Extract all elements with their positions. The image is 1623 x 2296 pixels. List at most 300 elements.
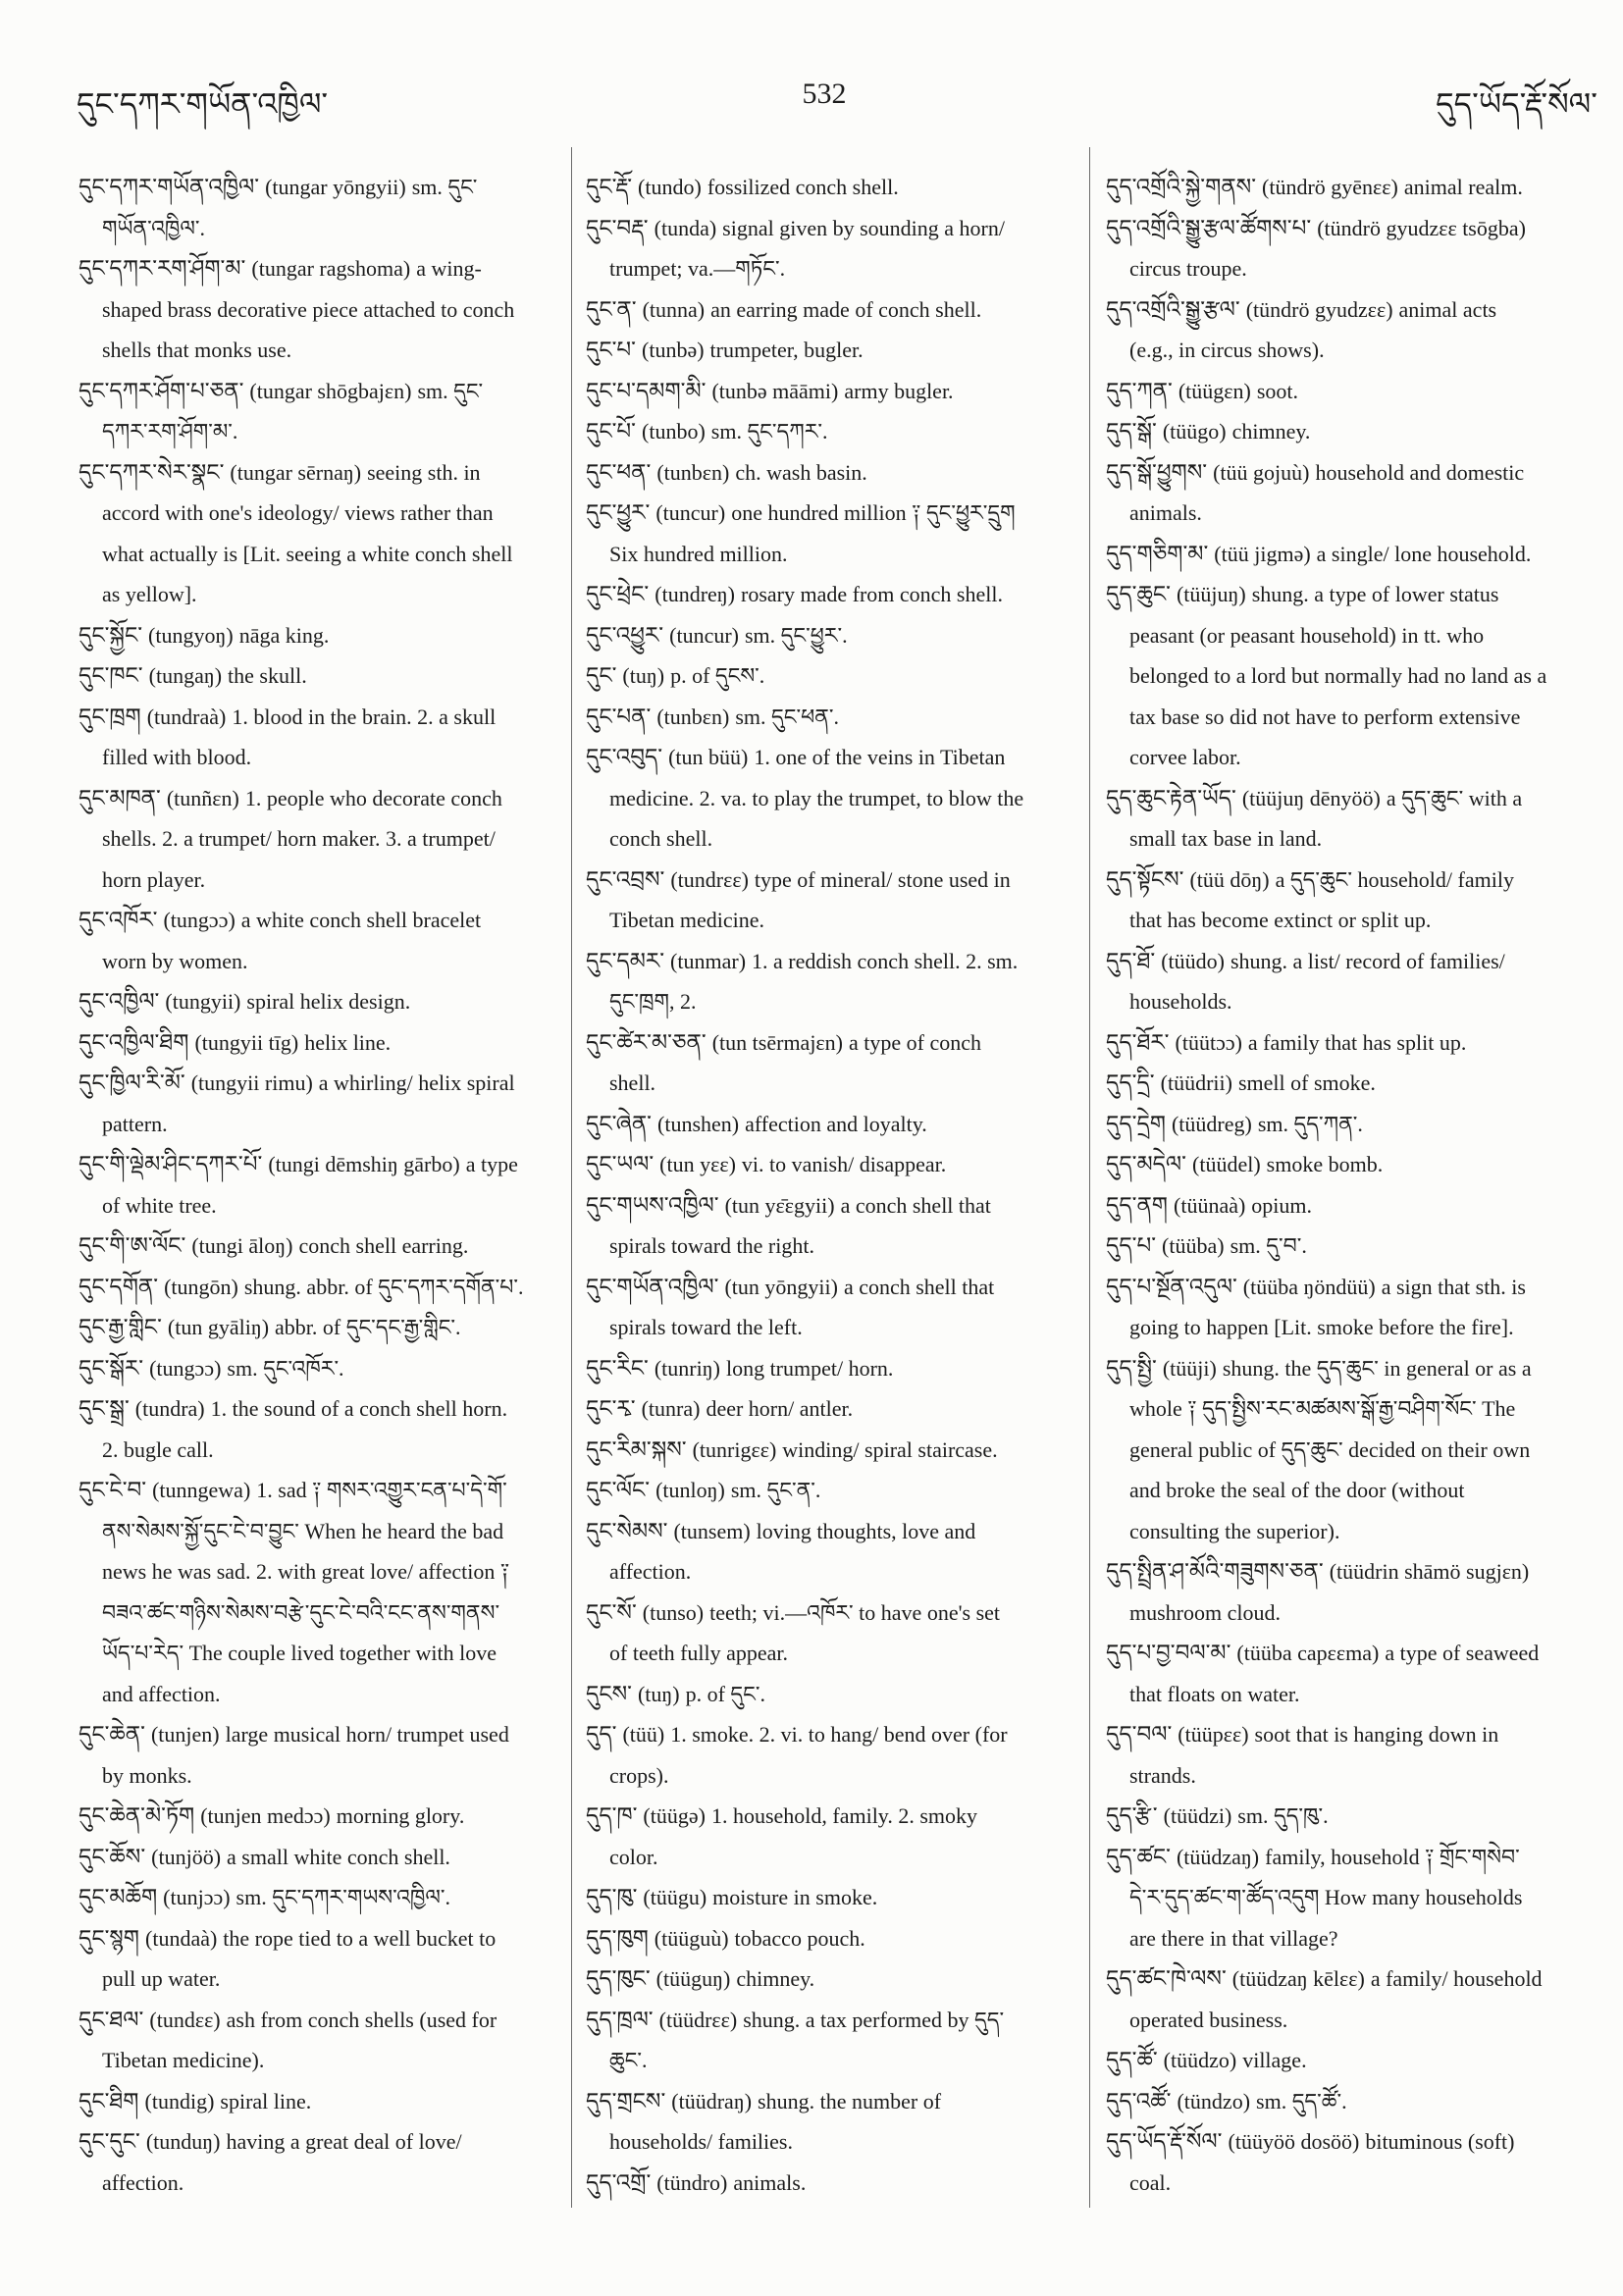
headword: དུང་མཁན་ [79,785,161,810]
entry-first-line [586,1958,1076,2000]
entry-first-line [586,574,1076,615]
pronunciation: (tundo) [638,175,702,199]
definition-text: 1. one of the veins in Tibetan [754,745,1006,769]
entry-first-line [1106,2040,1601,2081]
definition-text: a wing- [416,256,482,281]
definition-continuation-line: medicine. 2. va. to play the trumpet, to blow the [609,785,1024,810]
dictionary-entry [1106,1185,1601,1226]
definition-text: a small white conch shell. [227,1844,450,1869]
pronunciation: (tungyii rimu) [190,1070,313,1095]
headword: དུང་ཁང་ [79,663,143,688]
dictionary-entry [586,2000,1076,2081]
entry-first-line [586,1877,1076,1918]
dictionary-entry [1106,1837,1601,1959]
pronunciation: (tüütɔɔ) [1175,1029,1242,1055]
dictionary-entry [1106,2040,1601,2081]
definition-text: affection and loyalty. [745,1111,927,1136]
definition-continuation-line: ཆུང་. [609,2048,648,2072]
definition-continuation-line: དུང་ཁྲག, 2. [609,989,697,1014]
column-3 [1106,167,1601,2218]
dictionary-entry [79,1267,557,1308]
entry-first-line [79,900,557,941]
definition-text: chimney. [736,1966,815,1991]
definition-continuation-line: of teeth fully appear. [609,1641,789,1665]
headword: དུད་སྒོ་ [1106,419,1157,444]
headword: དུད་འགྲོ་ [586,2169,652,2195]
definition-continuation-line: whole ༑ དུད་སྤྱིས་རང་མཚམས་སྒོ་རྒྱ་བཤིག་སོང་ The [1129,1396,1516,1421]
dictionary-entry [1106,1022,1601,1064]
pronunciation: (tundrɛɛ) [670,866,749,892]
definition-continuation-line: that has become extinct or split up. [1129,908,1432,932]
pronunciation: (tüügo) [1162,419,1227,444]
pronunciation: (tüüba) [1162,1233,1225,1258]
definition-continuation-line: filled with blood. [102,745,252,769]
pronunciation: (tüüba ŋöndüü) [1242,1274,1376,1299]
definition-continuation-line: trumpet; va.—གཏོང་. [609,256,786,281]
definition-continuation-line: Tibetan medicine). [102,2048,265,2072]
pronunciation: (tunloŋ) [655,1478,725,1502]
headword: དུང་ཆོས་ [79,1844,146,1869]
headword: དུང་དཀར་སེར་སྣང་ [79,459,225,485]
entry-first-line [586,1918,1076,1959]
definition-text: animals. [733,2169,807,2195]
definition-continuation-line: mushroom cloud. [1129,1599,1281,1625]
headword: དུང་ཐིག [79,2088,139,2113]
definition-text: morning glory. [336,1803,465,1828]
definition-text: trumpeter, bugler. [709,338,864,362]
dictionary-entry [586,1918,1076,1959]
definition-text: deer horn/ antler. [706,1396,854,1421]
definition-continuation-line: བཟའ་ཚང་གཉིས་སེམས་བརྩེ་དུང་ངེ་བའི་ངང་ནས་གནས་ [102,1599,500,1625]
definition-continuation-line: belonged to a lord but normally had no land as a [1129,663,1547,688]
pronunciation: (tunjöö) [151,1844,222,1869]
definition-text: bituminous (soft) [1365,2129,1515,2154]
definition-text: one hundred million ༑ དུང་ཕྱུར་དྲུག [731,500,1016,525]
headword: དུད་པ་ [1106,1233,1157,1258]
definition-text: shung. the number of [758,2088,942,2113]
entry-first-line [1106,289,1601,331]
pronunciation: (tüüyöö dosöö) [1228,2129,1360,2154]
pronunciation: (tüüguŋ) [655,1966,731,1991]
headword: དུང་འཁོར་ [79,908,158,932]
dictionary-entry [1106,289,1601,371]
pronunciation: (tunda) [654,215,717,240]
running-head-left: དུང་དཀར་གཡོན་འཁྱིལ་ [77,86,329,122]
definition-continuation-line: གཡོན་འཁྱིལ་. [102,215,205,240]
dictionary-entry [586,1267,1076,1348]
definition-text: shung. abbr. of དུང་དཀར་དགོན་པ་. [243,1274,524,1299]
entry-first-line [1106,1104,1601,1145]
entry-first-line [586,1104,1076,1145]
dictionary-entry [586,167,1076,208]
definition-text: conch shell earring. [298,1233,469,1258]
dictionary-entry [79,1226,557,1267]
headword: དུང་དཀར་ཤོག་པ་ཅན་ [79,378,244,403]
entry-first-line [586,1022,1076,1064]
pronunciation: (tungar sērnaŋ) [230,459,362,485]
entry-first-line [586,289,1076,331]
definition-continuation-line: animals. [1129,500,1202,525]
entry-first-line [79,1144,557,1185]
definition-text: sm. དུད་ཁུ་. [1237,1803,1329,1828]
dictionary-entry [586,493,1076,574]
definition-continuation-line: what actually is [Lit. seeing a white conch shell [102,541,513,566]
definition-text: p. of དུང་. [685,1681,765,1706]
headword: དུད་ཚང་ [1106,1844,1171,1869]
definition-text: sm. དུང་ [411,175,478,199]
entry-first-line [79,1470,557,1511]
headword: དུང་གི་ལྡེམ་ཤིང་དཀར་པོ་ [79,1152,263,1176]
entry-first-line [586,2163,1076,2204]
pronunciation: (tüüdel) [1192,1152,1261,1176]
pronunciation: (tüüdrii) [1160,1070,1232,1095]
headword: དུང་འཁྱིལ་ཐིག [79,1029,189,1055]
pronunciation: (tüüdo) [1161,948,1225,973]
headword: དུད་སྤྲིན་ཤ་མོའི་གཟུགས་ཅན་ [1106,1559,1324,1584]
dictionary-entry [586,860,1076,941]
definition-text: spiral helix design. [246,989,411,1014]
headword: དུང་དགོན་ [79,1274,159,1299]
dictionary-entry [586,208,1076,289]
definition-text: shung. a list/ record of families/ [1230,948,1505,973]
entry-first-line [79,167,557,208]
pronunciation: (tüüdrin shāmö sugjɛn) [1329,1559,1530,1584]
pronunciation: (tungōn) [164,1274,238,1299]
entry-first-line [1106,1226,1601,1267]
pronunciation: (tüüdzo) [1163,2048,1237,2072]
pronunciation: (tüüpɛɛ) [1178,1722,1249,1747]
dictionary-entry [79,2081,557,2122]
headword: དུང་རྭ་ [586,1396,636,1421]
headword: དུང་པ་ [586,338,636,362]
headword: དུང་ཁྱིལ་རི་མོ་ [79,1070,185,1095]
definition-text: a དུད་ཆུང་ household/ family [1275,866,1514,892]
headword: དུད་ཀན་ [1106,378,1173,403]
definition-continuation-line: households. [1129,989,1232,1014]
dictionary-entry [586,452,1076,494]
definition-text: 1. household, family. 2. smoky [710,1803,978,1828]
definition-text: soot that is hanging down in [1254,1722,1499,1747]
entry-first-line [1106,1144,1601,1185]
pronunciation: (tüünaà) [1174,1192,1246,1218]
entry-first-line [1106,534,1601,575]
definition-text: village. [1242,2048,1307,2072]
entry-first-line [1106,1714,1601,1755]
pronunciation: (tüügɛn) [1178,378,1251,403]
definition-continuation-line: 2. bugle call. [102,1436,214,1462]
pronunciation: (tunbə māāmi) [711,378,839,403]
dictionary-entry [1106,2121,1601,2203]
entry-first-line [79,1267,557,1308]
entry-first-line [586,1592,1076,1634]
pronunciation: (tundreŋ) [654,582,736,606]
entry-first-line [586,1714,1076,1755]
pronunciation: (tüüjuŋ dēnyöö) [1241,785,1381,810]
definition-continuation-line: (e.g., in circus shows). [1129,338,1325,362]
dictionary-entry [586,1877,1076,1918]
definition-text: winding/ spiral staircase. [782,1436,998,1462]
dictionary-entry [79,452,557,615]
entry-first-line [1106,860,1601,901]
dictionary-entry [1106,574,1601,778]
headword: དུང་ཆེན་ [79,1722,145,1747]
definition-text: large musical horn/ trumpet used [225,1722,509,1747]
entry-first-line [1106,778,1601,819]
definition-text: 1. a reddish conch shell. 2. sm. [752,948,1019,973]
definition-text: p. of དུངས་. [670,663,765,688]
dictionary-entry [1106,371,1601,412]
definition-text: a དུད་ཆུང་ with a [1386,785,1523,810]
pronunciation: (tuncur) [669,622,739,648]
definition-text: 1. blood in the brain. 2. a skull [232,704,497,729]
definition-text: vi. to vanish/ disappear. [741,1152,947,1176]
definition-continuation-line: and affection. [102,1681,221,1706]
headword: དུད་ཆུང་ [1106,582,1171,606]
pronunciation: (tundraà) [146,704,227,729]
definition-text: moisture in smoke. [712,1885,878,1909]
headword: དུང་ཚེར་མ་ཅན་ [586,1029,707,1055]
entry-first-line [1106,1796,1601,1837]
dictionary-entry [1106,1633,1601,1714]
pronunciation: (tüüguù) [654,1925,729,1951]
definition-text: shung. a type of lower status [1251,582,1499,606]
dictionary-entry [1106,534,1601,575]
pronunciation: (tunbo) [642,419,706,444]
definition-continuation-line: worn by women. [102,948,248,973]
headword: དུད་ཆུང་རྟེན་ཡོད་ [1106,785,1236,810]
definition-text: signal given by sounding a horn/ [722,215,1005,240]
headword: དུད་འཚོ་ [1106,2088,1172,2113]
dictionary-entry [586,1958,1076,2000]
headword: དུད་འགྲོའི་སྒྱུ་རྩལ་ཚོགས་པ་ [1106,215,1312,240]
definition-text: a white conch shell bracelet [240,908,482,932]
pronunciation: (tun yɛ̄ɛgyii) [724,1192,835,1218]
headword: དུད་ཚོ་ [1106,2048,1158,2072]
definition-continuation-line: affection. [609,1559,692,1584]
entry-first-line [79,2081,557,2122]
definition-text: tobacco pouch. [734,1925,865,1951]
entry-first-line [586,411,1076,452]
definition-continuation-line: shaped brass decorative piece attached to conch [102,296,515,322]
headword: དུད་ཁུ་ [586,1885,638,1909]
headword: དུང་ན་ [586,296,637,322]
definition-continuation-line: general public of དུད་ཆུང་ decided on their own [1129,1436,1531,1462]
pronunciation: (tuŋ) [622,663,665,688]
pronunciation: (tunjɔɔ) [163,1885,231,1909]
headword: དུང་པོ་ [586,419,636,444]
pronunciation: (tunjen) [150,1722,220,1747]
entry-first-line [586,1348,1076,1389]
dictionary-entry [79,2000,557,2081]
dictionary-entry [1106,1714,1601,1796]
definition-text: sm. དུང་ [417,378,484,403]
definition-text: sm. དུང་དཀར་གཡས་འཁྱིལ་. [236,1885,450,1909]
pronunciation: (tüü gojuù) [1213,459,1310,485]
dictionary-entry [1106,1551,1601,1633]
entry-first-line [79,697,557,738]
dictionary-entry [79,1307,557,1348]
entry-first-line [1106,411,1601,452]
dictionary-entry [586,1348,1076,1389]
entry-first-line [79,1796,557,1837]
headword: དུང་མཆོག [79,1885,158,1909]
definition-text: a type of seaweed [1385,1641,1540,1665]
definition-continuation-line: crops). [609,1762,669,1788]
entry-first-line [79,1877,557,1918]
definition-text: a family/ household [1370,1966,1543,1991]
definition-continuation-line: consulting the superior). [1129,1518,1340,1543]
definition-continuation-line: ནས་སེམས་སྐྱོ་དུང་ངེ་བ་བྱུང་ When he heard the bad [102,1518,504,1543]
dictionary-entry [586,615,1076,656]
definition-text: a type of conch [849,1029,981,1055]
definition-text: a conch shell that [840,1192,991,1218]
dictionary-entry [586,1511,1076,1592]
dictionary-entry [79,371,557,452]
entry-first-line [586,655,1076,697]
pronunciation: (tüüba capɛɛma) [1236,1641,1380,1665]
definition-text: an earring made of conch shell. [710,296,982,322]
entry-first-line [586,330,1076,371]
dictionary-entry [79,655,557,697]
entry-first-line [586,208,1076,249]
dictionary-entry [586,1022,1076,1104]
definition-continuation-line: color. [609,1844,658,1869]
headword: དུད་ཁུང་ [586,1966,651,1991]
entry-first-line [1106,1633,1601,1674]
pronunciation: (tüüji) [1162,1355,1217,1381]
dictionary-entry [79,981,557,1022]
definition-text: household and domestic [1315,459,1525,485]
definition-text: a family that has split up. [1247,1029,1467,1055]
definition-continuation-line: that floats on water. [1129,1681,1300,1706]
column-1 [79,167,557,2218]
headword: དུང་དམར་ [586,948,665,973]
dictionary-entry [1106,1104,1601,1145]
definition-continuation-line: coal. [1129,2169,1172,2195]
definition-continuation-line: peasant (or peasant household) in tt. who [1129,622,1485,648]
entry-first-line [586,1430,1076,1471]
pronunciation: (tundig) [144,2088,215,2113]
page-number: 532 [802,78,847,110]
definition-continuation-line: དཀར་རག་ཤོག་མ་. [102,419,238,444]
headword: དུད་གྲངས་ [586,2088,666,2113]
definition-text: sm. དུ་བ་. [1230,1233,1307,1258]
definition-continuation-line: strands. [1129,1762,1196,1788]
dictionary-entry [586,330,1076,371]
headword: དུད་འགྲོའི་སྒྱུ་རྩལ་ [1106,296,1240,322]
entry-first-line [1106,1267,1601,1308]
definition-text: loving thoughts, love and [756,1518,976,1543]
entry-first-line [586,1470,1076,1511]
dictionary-entry [79,167,557,248]
entry-first-line [1106,167,1601,208]
definition-text: a type [465,1152,518,1176]
entry-first-line [1106,941,1601,982]
definition-continuation-line: circus troupe. [1129,256,1247,281]
definition-text: type of mineral/ stone used in [754,866,1011,892]
definition-text: soot. [1256,378,1299,403]
column-divider [1089,147,1090,2208]
definition-text: long trumpet/ horn. [725,1355,894,1381]
definition-text: spiral line. [220,2088,312,2113]
running-head-right: དུད་ཡོད་རྡོ་སོལ་ [1436,86,1597,122]
dictionary-entry [586,411,1076,452]
headword: དུད་ཁུག [586,1925,649,1951]
definition-text: fossilized conch shell. [707,175,899,199]
definition-text: army bugler. [844,378,954,403]
dictionary-entry [586,1185,1076,1267]
entry-first-line [1106,1022,1601,1064]
headword: དུད་དྲི་ [1106,1070,1155,1095]
pronunciation: (tungar ragshoma) [251,256,411,281]
entry-first-line [1106,371,1601,412]
pronunciation: (tündro) [656,2169,728,2195]
definition-text: ash from conch shells (used for [226,2007,497,2032]
definition-text: having a great deal of love/ [226,2129,462,2154]
headword: དུད་དྲེག [1106,1111,1166,1136]
headword: དུང་དུང་ [79,2129,140,2154]
definition-text: helix line. [304,1029,392,1055]
entry-first-line [79,981,557,1022]
pronunciation: (tunbɛn) [656,459,730,485]
definition-text: the skull. [228,663,307,688]
dictionary-entry [79,1144,557,1226]
dictionary-entry [586,737,1076,860]
definition-continuation-line: by monks. [102,1762,192,1788]
dictionary-entry [586,1104,1076,1145]
pronunciation: (tunshen) [657,1111,740,1136]
headword: དུད་ཐོར་ [1106,1029,1170,1055]
definition-text: 1. people who decorate conch [244,785,502,810]
pronunciation: (tunngewa) [152,1478,251,1502]
dictionary-entry [79,1470,557,1714]
dictionary-entry [1106,1796,1601,1837]
definition-continuation-line: spirals toward the left. [609,1315,803,1339]
headword: དུང་ཕྱུར་ [586,500,651,525]
definition-text: sm. དུད་ཚོ་. [1256,2088,1347,2113]
definition-text: smell of smoke. [1237,1070,1376,1095]
definition-continuation-line: Tibetan medicine. [609,908,765,932]
headword: དུང་དཀར་གཡོན་འཁྱིལ་ [79,175,260,199]
pronunciation: (tun büü) [668,745,749,769]
headword: དུད་ཐོ་ [1106,948,1156,973]
dictionary-entry [586,1388,1076,1430]
dictionary-entry [1106,778,1601,860]
headword: དུད་སྟོངས་ [1106,866,1184,892]
definition-text: shung. a tax performed by དུད་ [743,2007,1005,2032]
headword: དུད་བལ་ [1106,1722,1173,1747]
definition-continuation-line: pull up water. [102,1966,221,1991]
dictionary-entry [586,574,1076,615]
entry-first-line [79,248,557,289]
entry-first-line [1106,2081,1601,2122]
headword: དུང་སྐྱོང་ [79,622,143,648]
pronunciation: (tüüjuŋ) [1176,582,1246,606]
dictionary-entry [79,1063,557,1144]
definition-text: sm. དུང་ཕན་. [735,704,839,729]
pronunciation: (tungɔɔ) [163,908,236,932]
definition-text: sm. དུང་ན་. [730,1478,821,1502]
headword: དུད་ཚང་ཁེ་ལས་ [1106,1966,1227,1991]
dictionary-entry [79,1348,557,1389]
pronunciation: (tündrö gyēnɛɛ) [1262,175,1398,199]
entry-first-line [79,1307,557,1348]
dictionary-entry [79,1388,557,1470]
headword: དུད་པ་སྔོན་འདུལ་ [1106,1274,1237,1299]
headword: དུང་སེམས་ [586,1518,668,1543]
definition-text: sm. དུང་དཀར་. [710,419,828,444]
dictionary-entry [79,1837,557,1878]
